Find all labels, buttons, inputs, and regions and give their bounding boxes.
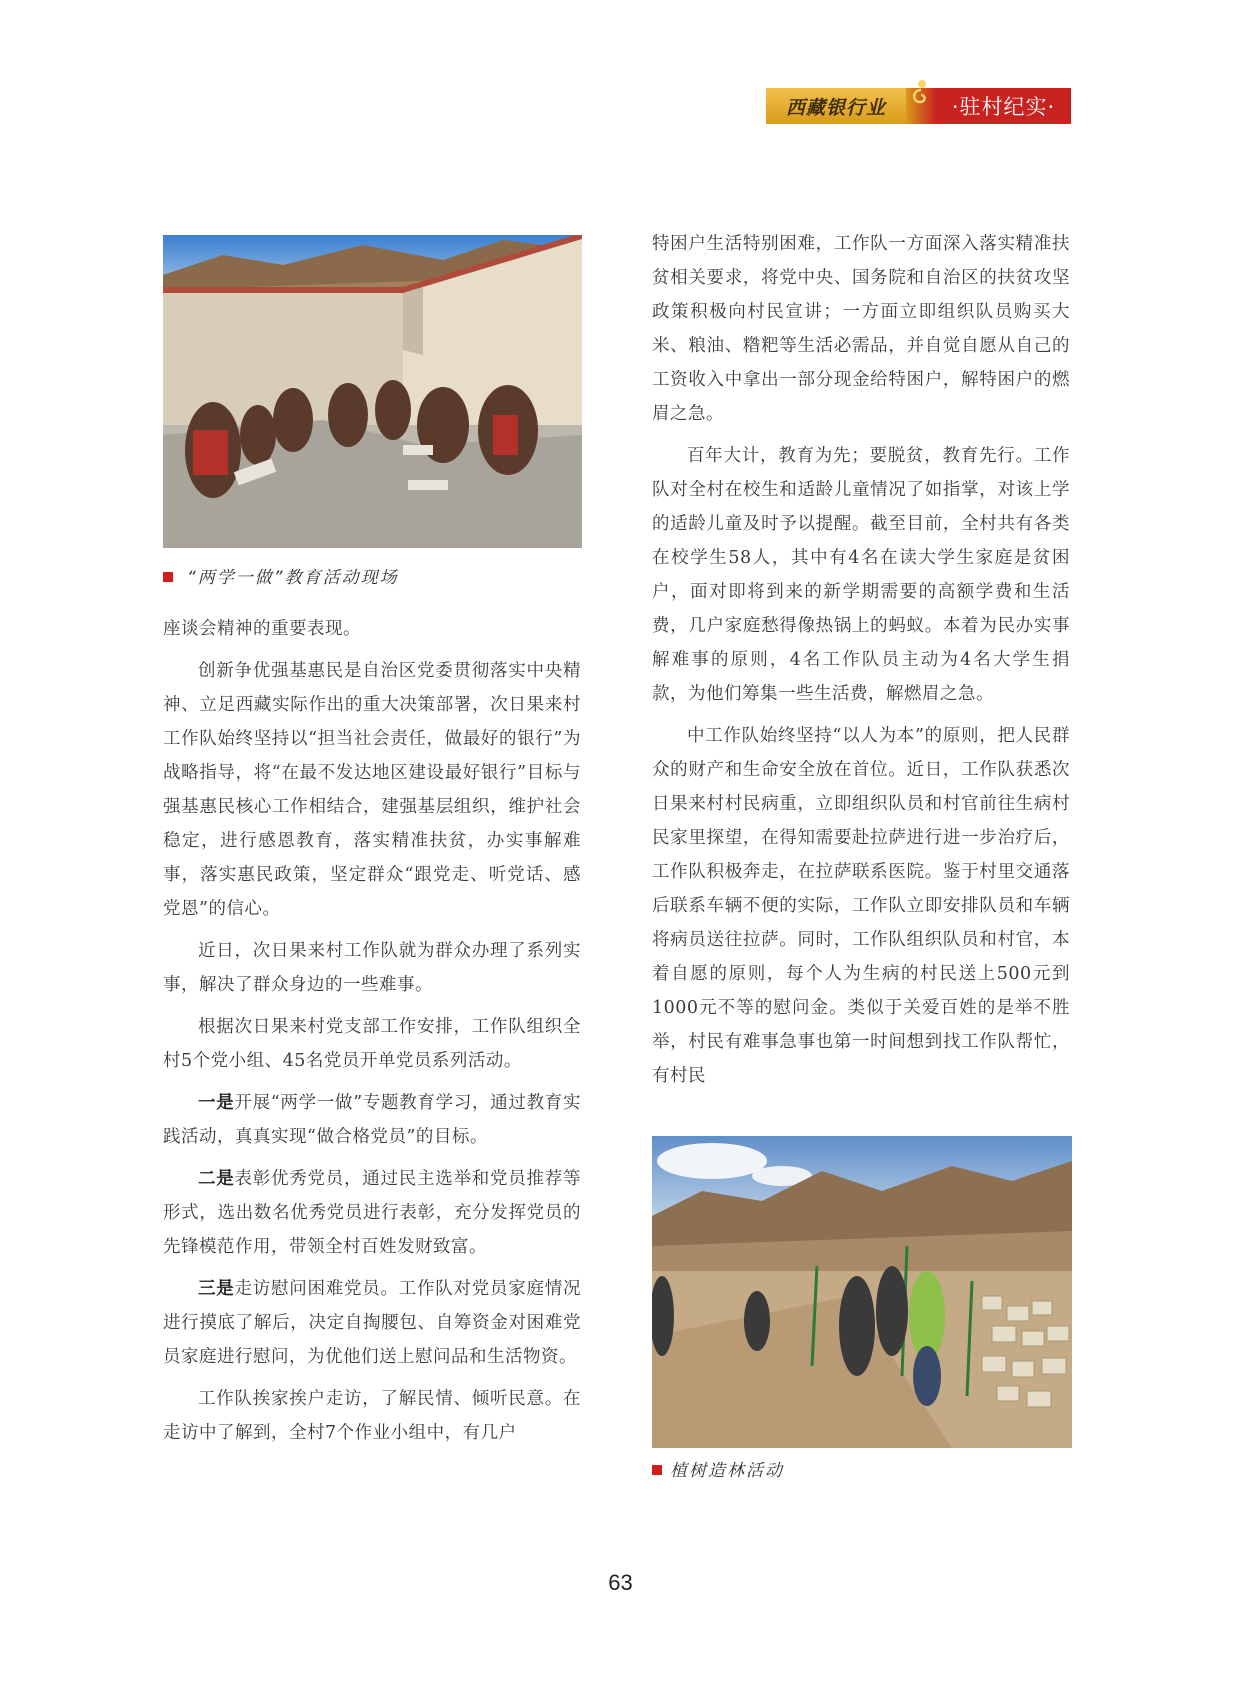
photo-caption-2 — [652, 1456, 784, 1481]
paragraph — [163, 1086, 581, 1154]
paragraph: 中工作队始终坚持“以人为本”的原则，把人民群众的财产和生命安全放在首位。近日，工作队获悉次日果来村村民病重，立即组织队员和村官前往生病村民家里探望，在得知需要赴拉萨进行进一步治疗后，工作队积极奔走，在拉萨联系医院。鉴于村里交通落后联系车辆不便的实际，工作队立即安排队员和车辆将病员送往拉萨。同时，工作队组织队员和村官，本着自愿的原则，每个人为生病的村民送上500元到1000元不等的慰问金。类似于关爱百姓的是举不胜举，村民有难事急事也第一时间想到找工作队帮忙，有村民 — [652, 726, 1070, 1086]
left-text-column — [163, 612, 581, 1458]
point-text: 表彰优秀党员，通过民主选举和党员推荐等形式，选出数名优秀党员进行表彰，充分发挥党员的先锋模范作用，带领全村百姓发财致富。 — [163, 1169, 581, 1257]
photo-education-activity — [163, 235, 582, 548]
page-number: 63 — [608, 1570, 633, 1595]
point-text: 走访慰问困难党员。工作队对党员家庭情况进行摸底了解后，决定自掏腰包、自筹资金对困难党员家庭进行慰问，为优他们送上慰问品和生活物资。 — [163, 1279, 581, 1367]
section-title: ·驻村纪实· — [951, 95, 1056, 119]
point-text: 开展“两学一做”专题教育学习，通过教育实践活动，真真实现“做合格党员”的目标。 — [163, 1093, 581, 1147]
header-banner — [766, 88, 1071, 124]
swirl-ornament-icon — [906, 88, 936, 124]
point-lead: 三是 — [198, 1279, 235, 1299]
brand-text: 西藏银行业 — [785, 96, 886, 119]
section-label — [936, 88, 1071, 124]
paragraph: 工作队挨家挨户走访，了解民情、倾听民意。在走访中了解到，全村7个作业小组中，有几户 — [163, 1389, 581, 1443]
photo-tree-planting — [652, 1136, 1072, 1448]
paragraph: 座谈会精神的重要表现。 — [163, 619, 361, 639]
paragraph: 百年大计，教育为先；要脱贫，教育先行。工作队对全村在校生和适龄儿童情况了如指掌，对该上学的适龄儿童及时予以提醒。截至目前，全村共有各类在校学生58人，其中有4名在读大学生家庭是贫困户，面对即将到来的新学期需要的高额学费和生活费，几户家庭愁得像热锅上的蚂蚁。本着为民办实事解难事的原则，4名工作队员主动为4名大学生捐款，为他们筹集一些生活费，解燃眉之急。 — [652, 446, 1070, 704]
point-lead: 二是 — [198, 1169, 235, 1189]
caption-bullet-icon — [652, 1465, 662, 1475]
paragraph — [163, 1162, 581, 1264]
brand-logo — [766, 88, 906, 124]
caption-bullet-icon — [163, 572, 173, 582]
caption-text: 植树造林活动 — [670, 1461, 784, 1481]
paragraph: 近日，次日果来村工作队就为群众办理了系列实事，解决了群众身边的一些难事。 — [163, 941, 581, 995]
right-text-column — [652, 227, 1070, 1101]
point-lead: 一是 — [198, 1093, 235, 1113]
photo-caption-1 — [163, 563, 399, 588]
caption-text: “两学一做”教育活动现场 — [187, 568, 399, 588]
paragraph: 特困户生活特别困难，工作队一方面深入落实精准扶贫相关要求，将党中央、国务院和自治区的扶贫攻坚政策积极向村民宣讲；一方面立即组织队员购买大米、粮油、糌粑等生活必需品，并自觉自愿从自己的工资收入中拿出一部分现金给特困户，解特困户的燃眉之急。 — [652, 234, 1070, 424]
paragraph — [163, 1272, 581, 1374]
paragraph: 创新争优强基惠民是自治区党委贯彻落实中央精神、立足西藏实际作出的重大决策部署，次日果来村工作队始终坚持以“担当社会责任，做最好的银行”为战略指导，将“在最不发达地区建设最好银行”目标与强基惠民核心工作相结合，建强基层组织，维护社会稳定，进行感恩教育，落实精准扶贫，办实事解难事，落实惠民政策，坚定群众“跟党走、听党话、感党恩”的信心。 — [163, 661, 581, 919]
paragraph: 根据次日果来村党支部工作安排，工作队组织全村5个党小组、45名党员开单党员系列活动。 — [163, 1017, 581, 1071]
